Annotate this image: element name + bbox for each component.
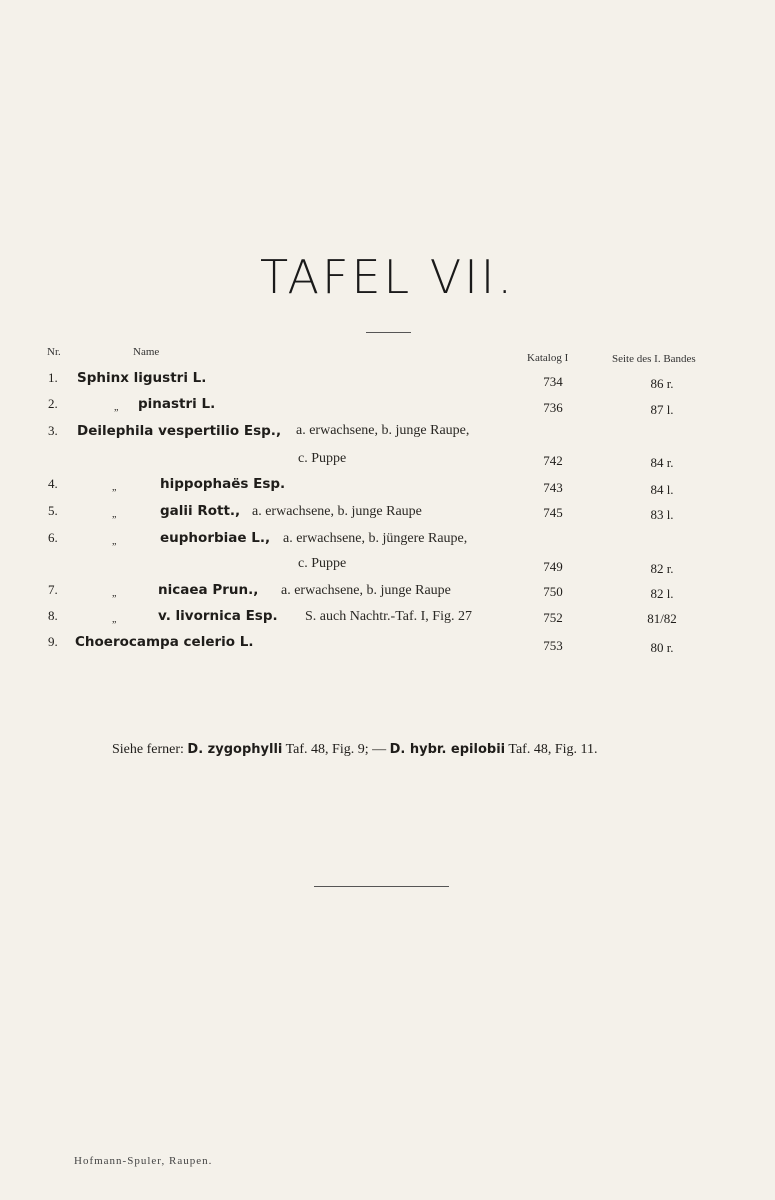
species-name: galii Rott., [160, 503, 241, 519]
species-name: hippophaës Esp. [160, 476, 286, 492]
description: a. erwachsene, b. junge Raupe, [296, 423, 470, 438]
page-reference: 83 l. [650, 507, 674, 522]
page-reference: 86 r. [650, 376, 674, 391]
description: c. Puppe [298, 556, 347, 571]
row-number: 7. [48, 582, 58, 597]
note-reference-1: Taf. 48, Fig. 9; — [285, 742, 387, 757]
katalog-number: 752 [543, 610, 563, 625]
table-row [0, 503, 775, 527]
species-name: Choerocampa celerio L. [75, 634, 254, 650]
table-row [0, 423, 775, 447]
species-name: euphorbiae L., [160, 530, 271, 546]
row-number: 4. [48, 476, 58, 491]
species-name: Deilephila vespertilio Esp., [77, 423, 282, 439]
page-reference: 84 r. [650, 455, 674, 470]
ditto-mark: „ [112, 509, 117, 520]
table-row [0, 530, 775, 554]
table-row [0, 396, 775, 420]
table-row [0, 451, 775, 475]
species-name: v. livornica Esp. [158, 608, 278, 624]
header-katalog: Katalog I [527, 352, 569, 364]
note-reference-2: Taf. 48, Fig. 11. [508, 742, 598, 757]
table-row [0, 582, 775, 606]
ditto-mark: „ [112, 614, 117, 625]
species-name: Sphinx ligustri L. [77, 370, 207, 386]
row-number: 3. [48, 423, 58, 438]
header-nr: Nr. [47, 346, 61, 358]
ditto-mark: „ [112, 536, 117, 547]
page-reference: 82 r. [650, 561, 674, 576]
katalog-number: 742 [543, 453, 563, 468]
katalog-number: 749 [543, 559, 563, 574]
page-reference: 80 r. [650, 640, 674, 655]
katalog-number: 750 [543, 584, 563, 599]
katalog-number: 753 [543, 638, 563, 653]
row-number: 8. [48, 608, 58, 623]
row-number: 6. [48, 530, 58, 545]
table-row [0, 476, 775, 500]
bottom-rule [314, 886, 449, 887]
description: a. erwachsene, b. jüngere Raupe, [283, 531, 468, 546]
title-rule [366, 332, 411, 333]
row-number: 9. [48, 634, 58, 649]
description: a. erwachsene, b. junge Raupe [281, 583, 451, 598]
table-row [0, 608, 775, 632]
table-row [0, 556, 775, 580]
page-reference: 82 l. [650, 586, 674, 601]
footer-credit: Hofmann-Spuler, Raupen. [74, 1155, 213, 1167]
species-name: pinastri L. [138, 396, 216, 412]
katalog-number: 734 [543, 374, 563, 389]
katalog-number: 745 [543, 505, 563, 520]
row-number: 2. [48, 396, 58, 411]
plate-title: TAFEL VII. [260, 250, 515, 304]
table-row [0, 634, 775, 658]
katalog-number: 743 [543, 480, 563, 495]
description: a. erwachsene, b. junge Raupe [252, 504, 422, 519]
header-seite: Seite des I. Bandes [612, 353, 696, 365]
row-number: 1. [48, 370, 58, 385]
page-reference: 87 l. [650, 402, 674, 417]
description: S. auch Nachtr.-Taf. I, Fig. 27 [305, 609, 472, 624]
katalog-number: 736 [543, 400, 563, 415]
see-also-note [112, 742, 597, 758]
note-species-2: D. hybr. epilobii [389, 742, 506, 757]
ditto-mark: „ [112, 588, 117, 599]
note-species-1: D. zygophylli [187, 742, 283, 757]
note-prefix: Siehe ferner: [112, 742, 184, 757]
ditto-mark: „ [112, 482, 117, 493]
header-name: Name [133, 346, 160, 358]
description: c. Puppe [298, 451, 347, 466]
page-reference: 81/82 [647, 611, 677, 626]
page-reference: 84 l. [650, 482, 674, 497]
species-name: nicaea Prun., [158, 582, 259, 598]
table-row [0, 370, 775, 394]
row-number: 5. [48, 503, 58, 518]
ditto-mark: „ [114, 402, 119, 413]
